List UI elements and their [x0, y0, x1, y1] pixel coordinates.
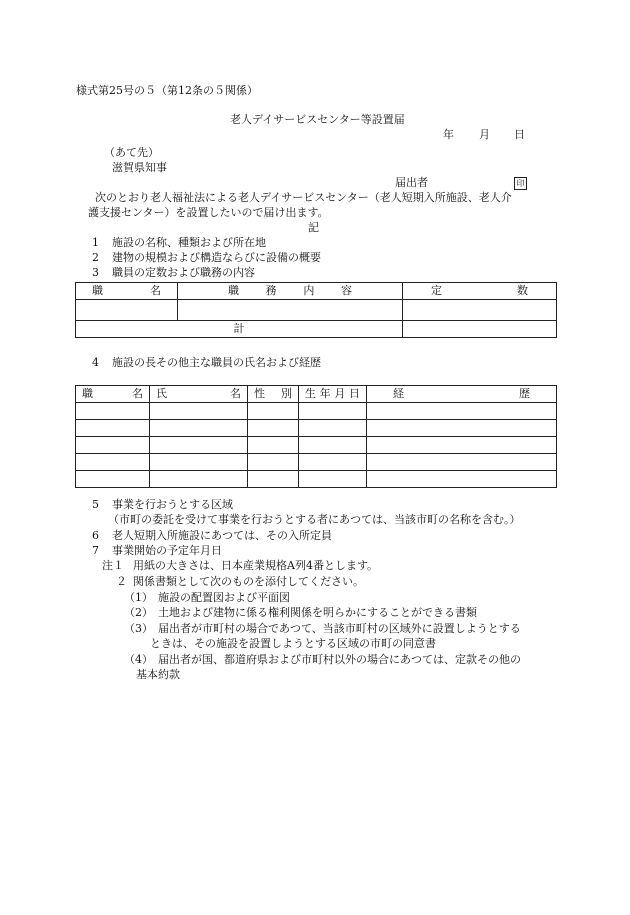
- body-line-2: 護支援センター）を設置したいので届け出ます。: [88, 206, 329, 219]
- note-sub-2-num: （2）: [124, 606, 153, 619]
- table-cell[interactable]: [76, 300, 178, 321]
- form-number: 様式第25号の５（第12条の５関係）: [76, 84, 258, 97]
- table-cell[interactable]: [76, 437, 150, 454]
- table-cell[interactable]: [150, 454, 248, 471]
- header-cell: 職 名: [76, 283, 178, 300]
- item-5-note: （市町の委託を受けて事業を行おうとする者にあつては、当該市町の名称を含む。）: [108, 513, 521, 526]
- item-7-num: 7: [92, 544, 99, 557]
- table-cell[interactable]: [248, 471, 299, 488]
- item-3-num: 3: [92, 266, 99, 279]
- table-row: [76, 420, 557, 437]
- header-cell: 職 名: [76, 386, 150, 403]
- item-2-text: 建物の規模および構造ならびに設備の概要: [112, 251, 321, 264]
- note-sub-3-line-2: ときは、その施設を設置しようとする区域の市町の同意書: [150, 637, 436, 650]
- table-cell[interactable]: [248, 454, 299, 471]
- note-sub-1-num: （1）: [124, 591, 153, 604]
- table-cell[interactable]: [248, 437, 299, 454]
- table-cell[interactable]: [76, 403, 150, 420]
- table-cell[interactable]: [76, 471, 150, 488]
- table-cell[interactable]: [150, 403, 248, 420]
- item-6-text: 老人短期入所施設にあつては、その入所定員: [112, 529, 332, 542]
- header-cell: 氏 名: [150, 386, 248, 403]
- note-sub-4-line-2: 基本約款: [136, 668, 180, 681]
- note-sub-1-text: 施設の配置図および平面図: [158, 591, 290, 604]
- table-cell[interactable]: [367, 454, 557, 471]
- table-cell[interactable]: [367, 420, 557, 437]
- date-month: 月: [479, 128, 490, 141]
- notifier-label: 届出者: [395, 176, 428, 189]
- item-2-num: 2: [92, 251, 99, 264]
- table-cell[interactable]: [367, 471, 557, 488]
- table-total-row: [76, 321, 557, 338]
- table-cell[interactable]: [299, 403, 367, 420]
- page-title: 老人デイサービスセンター等設置届: [230, 113, 405, 126]
- ki-label: 記: [308, 221, 319, 234]
- table-cell[interactable]: [76, 420, 150, 437]
- addressee-label: （あて先）: [104, 146, 159, 159]
- note-sub-2-text: 土地および建物に係る権利関係を明らかにすることができる書類: [158, 606, 477, 619]
- table-row: [76, 454, 557, 471]
- header-cell: 経 歴: [367, 386, 557, 403]
- table-row: [76, 403, 557, 420]
- total-label: 計: [76, 321, 403, 338]
- table-cell[interactable]: [248, 420, 299, 437]
- date-day: 日: [514, 128, 525, 141]
- seal-mark: [514, 176, 527, 190]
- seal-icon: 印: [514, 177, 527, 190]
- body-line-1: 次のとおり老人福祉法による老人デイサービスセンター（老人短期入所施設、老人介: [95, 191, 512, 204]
- table-row: [76, 300, 557, 321]
- table-row: [76, 437, 557, 454]
- table-cell[interactable]: [299, 454, 367, 471]
- note-sub-4-line-1: 届出者が国、都道府県および市町村以外の場合にあつては、定款その他の: [158, 653, 521, 666]
- note-sub-3-num: （3）: [124, 622, 153, 635]
- item-4-num: 4: [92, 356, 99, 369]
- header-cell: 性 別: [248, 386, 299, 403]
- total-cell[interactable]: [403, 321, 557, 338]
- item-3-text: 職員の定数および職務の内容: [112, 266, 255, 279]
- date-year: 年: [443, 128, 454, 141]
- table-row: [76, 471, 557, 488]
- note-sub-4-num: （4）: [124, 653, 153, 666]
- note-sub-3-line-1: 届出者が市町村の場合であつて、当該市町村の区域外に設置しようとする: [158, 622, 521, 635]
- item-5-num: 5: [92, 498, 99, 511]
- table-cell[interactable]: [403, 300, 557, 321]
- staff-quota-table: [75, 282, 557, 338]
- note-1-num: 注１: [102, 559, 124, 572]
- item-1-text: 施設の名称、種類および所在地: [112, 236, 266, 249]
- header-cell: 生 年 月 日: [299, 386, 367, 403]
- table-cell[interactable]: [248, 403, 299, 420]
- table-cell[interactable]: [299, 420, 367, 437]
- item-1-num: 1: [92, 236, 99, 249]
- item-6-num: 6: [92, 529, 99, 542]
- staff-history-table: [75, 385, 557, 488]
- item-7-text: 事業開始の予定年月日: [112, 544, 222, 557]
- addressee-name: 滋賀県知事: [112, 161, 167, 174]
- table-cell[interactable]: [150, 420, 248, 437]
- note-1-text: 用紙の大きさは、日本産業規格A列4番とします。: [133, 559, 379, 572]
- table-cell[interactable]: [150, 471, 248, 488]
- item-4-text: 施設の長その他主な職員の氏名および経歴: [112, 356, 321, 369]
- note-2-num: ２: [116, 575, 127, 588]
- table-cell[interactable]: [299, 437, 367, 454]
- note-2-text: 関係書類として次のものを添付してください。: [133, 575, 364, 588]
- table-cell[interactable]: [299, 471, 367, 488]
- table-cell[interactable]: [150, 437, 248, 454]
- table-cell[interactable]: [367, 403, 557, 420]
- header-cell: 定 数: [403, 283, 557, 300]
- item-5-text: 事業を行おうとする区域: [112, 498, 233, 511]
- table-cell[interactable]: [178, 300, 403, 321]
- table-cell[interactable]: [367, 437, 557, 454]
- header-cell: 職 務 内 容: [178, 283, 403, 300]
- table-header-row: [76, 283, 557, 300]
- table-cell[interactable]: [76, 454, 150, 471]
- table-header-row: [76, 386, 557, 403]
